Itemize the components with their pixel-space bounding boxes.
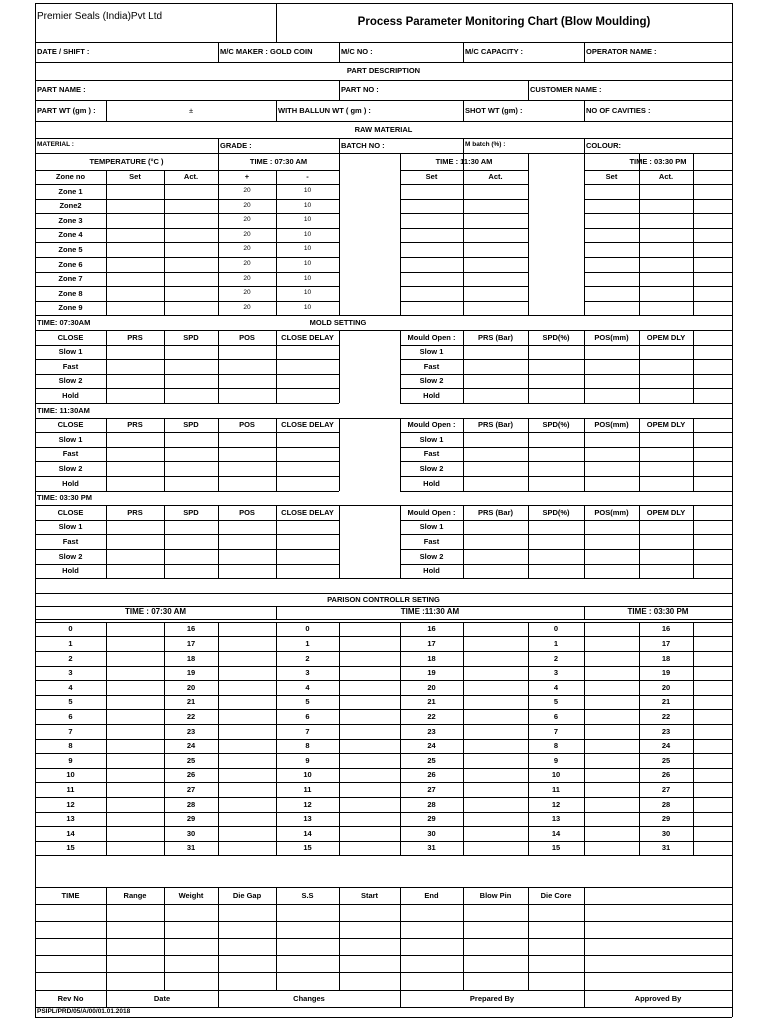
parison-point: 12 bbox=[303, 799, 312, 809]
close-header: CLOSE DELAY bbox=[281, 332, 334, 342]
zone-minus-tolerance: 10 bbox=[303, 216, 312, 224]
parison-point: 6 bbox=[305, 711, 310, 721]
grid-line bbox=[732, 3, 733, 1017]
parison-point: 15 bbox=[303, 843, 312, 853]
temp-time-1: TIME : 07:30 AM bbox=[249, 156, 308, 166]
parison-point: 4 bbox=[305, 682, 310, 692]
grid-line bbox=[400, 242, 528, 243]
stage-label: Slow 1 bbox=[419, 522, 444, 532]
act-header: Act. bbox=[488, 172, 503, 182]
parison-point: 26 bbox=[427, 770, 436, 780]
grid-line bbox=[35, 841, 732, 842]
part-name-label: PART NAME : bbox=[37, 85, 86, 95]
parison-point: 11 bbox=[303, 784, 312, 794]
parison-point: 22 bbox=[661, 711, 671, 721]
zone-name: Zone 9 bbox=[58, 303, 83, 313]
prepared-by-label: Prepared By bbox=[469, 993, 515, 1003]
bottom-table-header: TIME bbox=[61, 890, 80, 900]
stage-label: Fast bbox=[62, 449, 79, 459]
stage-label: Slow 1 bbox=[419, 347, 444, 357]
zone-minus-tolerance: 10 bbox=[303, 274, 312, 282]
parison-point: 1 bbox=[305, 638, 310, 648]
parison-point: 23 bbox=[186, 726, 196, 736]
open-header: SPD(%) bbox=[542, 420, 570, 430]
close-header: SPD bbox=[183, 507, 199, 517]
parison-point: 0 bbox=[305, 624, 310, 634]
temp-time-2: TIME : 11:30 AM bbox=[435, 156, 493, 166]
grid-line bbox=[400, 301, 528, 302]
open-header: SPD(%) bbox=[542, 332, 570, 342]
open-header: Mould Open : bbox=[407, 332, 456, 342]
zone-plus-tolerance: 20 bbox=[243, 201, 251, 209]
close-header: CLOSE bbox=[57, 507, 84, 517]
parison-point: 27 bbox=[661, 784, 671, 794]
company-name: Premier Seals (India)Pvt Ltd bbox=[37, 11, 163, 22]
grid-line bbox=[35, 709, 732, 710]
act-header: Act. bbox=[183, 172, 199, 182]
grid-line bbox=[35, 619, 732, 620]
parison-point: 9 bbox=[68, 755, 73, 765]
grid-line bbox=[528, 153, 529, 315]
parison-point: 16 bbox=[186, 624, 196, 634]
customer-name-label: CUSTOMER NAME : bbox=[530, 85, 602, 95]
close-header: CLOSE DELAY bbox=[281, 420, 334, 430]
parison-heading: PARISON CONTROLLR SETING bbox=[327, 594, 440, 604]
parison-point: 3 bbox=[68, 668, 73, 678]
parison-point: 23 bbox=[427, 726, 436, 736]
mold-time-1: TIME: 07:30AM bbox=[37, 317, 91, 327]
grid-line bbox=[693, 153, 694, 315]
grid-line bbox=[35, 622, 732, 623]
parison-point: 30 bbox=[186, 828, 196, 838]
zone-name: Zone2 bbox=[59, 201, 82, 211]
zone-name: Zone 4 bbox=[58, 230, 83, 240]
parison-point: 8 bbox=[305, 741, 310, 751]
part-wt-label: PART WT (gm ) : bbox=[37, 105, 96, 115]
zone-plus-tolerance: 20 bbox=[243, 260, 251, 268]
parison-point: 18 bbox=[661, 653, 671, 663]
date-shift-label: DATE / SHIFT : bbox=[37, 47, 90, 57]
parison-point: 29 bbox=[661, 814, 671, 824]
m-batch-label: M batch (%) : bbox=[465, 141, 506, 149]
grid-line bbox=[693, 330, 694, 403]
parison-point: 19 bbox=[427, 668, 436, 678]
parison-point: 20 bbox=[427, 682, 436, 692]
grade-label: GRADE : bbox=[220, 140, 252, 150]
parison-point: 17 bbox=[661, 638, 671, 648]
grid-line bbox=[584, 301, 732, 302]
parison-point: 19 bbox=[186, 668, 196, 678]
stage-label: Slow 2 bbox=[419, 463, 444, 473]
grid-line bbox=[584, 606, 585, 619]
temperature-heading: TEMPERATURE (°C ) bbox=[89, 156, 164, 166]
grid-line bbox=[339, 153, 340, 315]
zone-minus-tolerance: 10 bbox=[303, 289, 312, 297]
grid-line bbox=[339, 330, 340, 403]
set-header: Set bbox=[129, 172, 141, 182]
grid-line bbox=[35, 651, 732, 652]
grid-line bbox=[693, 418, 694, 491]
stage-label: Fast bbox=[423, 449, 440, 459]
zone-name: Zone 1 bbox=[58, 186, 83, 196]
grid-line bbox=[584, 286, 732, 287]
zone-minus-tolerance: 10 bbox=[303, 230, 312, 238]
close-header: SPD bbox=[183, 420, 199, 430]
material-label: MATERIAL : bbox=[37, 141, 74, 149]
grid-line bbox=[400, 213, 528, 214]
stage-label: Fast bbox=[423, 536, 440, 546]
parison-point: 3 bbox=[305, 668, 310, 678]
zone-minus-tolerance: 10 bbox=[303, 201, 312, 209]
parison-point: 21 bbox=[661, 697, 671, 707]
grid-line bbox=[35, 904, 732, 905]
stage-label: Hold bbox=[62, 566, 79, 576]
parison-point: 14 bbox=[303, 828, 312, 838]
no-of-cavities-label: NO OF CAVITIES : bbox=[586, 105, 651, 115]
zone-plus-tolerance: 20 bbox=[243, 216, 251, 224]
mc-no-label: M/C NO : bbox=[341, 47, 373, 57]
parison-point: 0 bbox=[68, 624, 73, 634]
open-header: Mould Open : bbox=[407, 420, 456, 430]
grid-line bbox=[35, 812, 732, 813]
parison-point: 22 bbox=[427, 711, 436, 721]
parison-point: 30 bbox=[661, 828, 671, 838]
set-header: Set bbox=[425, 172, 438, 182]
stage-label: Slow 2 bbox=[58, 463, 83, 473]
parison-point: 20 bbox=[661, 682, 671, 692]
close-header: CLOSE bbox=[57, 420, 84, 430]
open-header: POS(mm) bbox=[594, 420, 629, 430]
grid-line bbox=[276, 606, 277, 619]
bottom-table-header: Start bbox=[360, 890, 379, 900]
parison-point: 25 bbox=[661, 755, 671, 765]
close-header: PRS bbox=[127, 332, 143, 342]
grid-line bbox=[584, 184, 732, 185]
stage-label: Fast bbox=[62, 361, 79, 371]
parison-point: 11 bbox=[66, 784, 75, 794]
stage-label: Hold bbox=[62, 390, 79, 400]
parison-point: 15 bbox=[551, 843, 561, 853]
parison-point: 18 bbox=[186, 653, 196, 663]
parison-point: 3 bbox=[553, 668, 559, 678]
parison-point: 16 bbox=[427, 624, 436, 634]
grid-line bbox=[35, 695, 732, 696]
parison-point: 29 bbox=[427, 814, 436, 824]
parison-point: 8 bbox=[553, 741, 559, 751]
part-description-heading: PART DESCRIPTION bbox=[346, 66, 421, 76]
grid-line bbox=[400, 272, 528, 273]
close-header: CLOSE bbox=[57, 332, 84, 342]
parison-point: 2 bbox=[553, 653, 559, 663]
zone-plus-tolerance: 20 bbox=[243, 274, 251, 282]
stage-label: Slow 2 bbox=[58, 376, 83, 386]
zone-no-header: Zone no bbox=[55, 172, 86, 182]
bottom-table-header: Die Gap bbox=[232, 890, 262, 900]
grid-line bbox=[339, 505, 340, 578]
grid-line bbox=[35, 1017, 732, 1018]
parison-point: 9 bbox=[553, 755, 559, 765]
stage-label: Fast bbox=[423, 361, 440, 371]
parison-point: 10 bbox=[66, 770, 75, 780]
zone-plus-tolerance: 20 bbox=[243, 245, 251, 253]
parison-point: 5 bbox=[553, 697, 559, 707]
bottom-table-header: Blow Pin bbox=[479, 890, 512, 900]
parison-point: 28 bbox=[661, 799, 671, 809]
parison-point: 12 bbox=[66, 799, 75, 809]
parison-point: 2 bbox=[68, 653, 73, 663]
raw-material-heading: RAW MATERIAL bbox=[354, 124, 413, 134]
date-label: Date bbox=[153, 993, 171, 1003]
rev-no-label: Rev No bbox=[57, 993, 84, 1003]
open-header: POS(mm) bbox=[594, 332, 629, 342]
close-header: PRS bbox=[127, 507, 143, 517]
parison-point: 28 bbox=[427, 799, 436, 809]
grid-line bbox=[35, 680, 732, 681]
open-header: OPEM DLY bbox=[646, 507, 686, 517]
grid-line bbox=[35, 724, 732, 725]
parison-point: 15 bbox=[66, 843, 75, 853]
grid-line bbox=[35, 636, 732, 637]
temp-time-3: TIME : 03:30 PM bbox=[629, 156, 687, 166]
minus-header: - bbox=[306, 172, 309, 182]
grid-line bbox=[35, 972, 732, 973]
parison-point: 21 bbox=[427, 697, 436, 707]
grid-line bbox=[693, 505, 694, 578]
grid-line bbox=[35, 739, 732, 740]
parison-time-2: TIME :11:30 AM bbox=[400, 607, 460, 617]
grid-line bbox=[400, 199, 528, 200]
grid-line bbox=[400, 403, 732, 404]
parison-point: 28 bbox=[186, 799, 196, 809]
parison-point: 29 bbox=[186, 814, 196, 824]
stage-label: Slow 1 bbox=[58, 434, 83, 444]
stage-label: Hold bbox=[423, 566, 440, 576]
mc-maker-label: M/C MAKER : GOLD COIN bbox=[220, 47, 313, 57]
parison-point: 7 bbox=[305, 726, 310, 736]
parison-point: 11 bbox=[552, 784, 560, 794]
parison-point: 16 bbox=[661, 624, 671, 634]
grid-line bbox=[35, 826, 732, 827]
parison-point: 17 bbox=[427, 638, 436, 648]
zone-plus-tolerance: 20 bbox=[243, 230, 251, 238]
mc-capacity-label: M/C CAPACITY : bbox=[465, 47, 524, 57]
bottom-table-header: Weight bbox=[178, 890, 204, 900]
mold-time-3: TIME: 03:30 PM bbox=[37, 493, 93, 503]
stage-label: Hold bbox=[62, 478, 79, 488]
parison-point: 27 bbox=[427, 784, 436, 794]
parison-point: 31 bbox=[661, 843, 671, 853]
parison-point: 12 bbox=[551, 799, 561, 809]
open-header: PRS (Bar) bbox=[477, 332, 513, 342]
parison-point: 13 bbox=[303, 814, 312, 824]
parison-point: 24 bbox=[186, 741, 196, 751]
parison-point: 9 bbox=[305, 755, 310, 765]
bottom-table-header: End bbox=[424, 890, 439, 900]
parison-point: 25 bbox=[427, 755, 436, 765]
zone-minus-tolerance: 10 bbox=[303, 187, 312, 195]
parison-time-3: TIME : 03:30 PM bbox=[627, 607, 689, 617]
stage-label: Slow 2 bbox=[419, 551, 444, 561]
document-code: PSIPL/PRD/05/A/00/01.01.2018 bbox=[37, 1007, 131, 1015]
parison-point: 5 bbox=[305, 697, 310, 707]
parison-point: 4 bbox=[68, 682, 73, 692]
zone-minus-tolerance: 10 bbox=[303, 303, 312, 311]
parison-point: 10 bbox=[551, 770, 561, 780]
grid-line bbox=[584, 242, 732, 243]
stage-label: Slow 2 bbox=[419, 376, 444, 386]
plus-minus-sign: ± bbox=[188, 105, 194, 115]
parison-point: 23 bbox=[661, 726, 671, 736]
parison-point: 5 bbox=[68, 697, 73, 707]
grid-line bbox=[400, 184, 528, 185]
parison-point: 24 bbox=[661, 741, 671, 751]
stage-label: Hold bbox=[423, 478, 440, 488]
parison-point: 19 bbox=[661, 668, 671, 678]
parison-point: 7 bbox=[553, 726, 559, 736]
grid-line bbox=[35, 782, 732, 783]
grid-line bbox=[400, 228, 528, 229]
grid-line bbox=[35, 938, 732, 939]
parison-point: 17 bbox=[186, 638, 196, 648]
mold-time-2: TIME: 11:30AM bbox=[37, 405, 90, 415]
operator-name-label: OPERATOR NAME : bbox=[586, 47, 657, 57]
parison-point: 1 bbox=[553, 638, 559, 648]
set-header: Set bbox=[605, 172, 618, 182]
grid-line bbox=[584, 272, 732, 273]
close-header: POS bbox=[239, 507, 255, 517]
parison-point: 27 bbox=[186, 784, 196, 794]
grid-line bbox=[35, 797, 732, 798]
grid-line bbox=[35, 955, 732, 956]
parison-point: 18 bbox=[427, 653, 436, 663]
zone-plus-tolerance: 20 bbox=[243, 289, 251, 297]
parison-point: 31 bbox=[427, 843, 436, 853]
grid-line bbox=[400, 491, 732, 492]
parison-point: 13 bbox=[551, 814, 561, 824]
open-header: Mould Open : bbox=[407, 507, 456, 517]
grid-line bbox=[35, 921, 732, 922]
changes-label: Changes bbox=[293, 993, 325, 1003]
stage-label: Hold bbox=[423, 390, 440, 400]
approved-by-label: Approved By bbox=[634, 993, 682, 1003]
shot-wt-label: SHOT WT (gm) : bbox=[465, 105, 523, 115]
parison-point: 13 bbox=[66, 814, 75, 824]
open-header: SPD(%) bbox=[542, 507, 570, 517]
parison-point: 0 bbox=[553, 624, 559, 634]
act-header: Act. bbox=[658, 172, 674, 182]
open-header: PRS (Bar) bbox=[477, 420, 513, 430]
bottom-table-header: S.S bbox=[301, 890, 314, 900]
grid-line bbox=[584, 199, 732, 200]
stage-label: Slow 2 bbox=[58, 551, 83, 561]
part-no-label: PART NO : bbox=[341, 85, 379, 95]
grid-line bbox=[584, 257, 732, 258]
parison-point: 14 bbox=[551, 828, 561, 838]
plus-header: + bbox=[244, 172, 250, 182]
grid-line bbox=[35, 855, 732, 856]
grid-line bbox=[339, 418, 340, 491]
batch-no-label: BATCH NO : bbox=[341, 140, 385, 150]
parison-point: 6 bbox=[68, 711, 73, 721]
parison-point: 10 bbox=[303, 770, 312, 780]
close-header: PRS bbox=[127, 420, 143, 430]
mold-setting-heading: MOLD SETTING bbox=[309, 317, 367, 327]
stage-label: Fast bbox=[62, 536, 79, 546]
zone-minus-tolerance: 10 bbox=[303, 260, 312, 268]
parison-point: 22 bbox=[186, 711, 196, 721]
open-header: PRS (Bar) bbox=[477, 507, 513, 517]
parison-point: 8 bbox=[68, 741, 73, 751]
parison-point: 2 bbox=[305, 653, 310, 663]
parison-point: 25 bbox=[186, 755, 196, 765]
parison-point: 30 bbox=[427, 828, 436, 838]
grid-line bbox=[584, 213, 732, 214]
zone-name: Zone 3 bbox=[58, 215, 83, 225]
grid-line bbox=[35, 578, 732, 579]
grid-line bbox=[35, 666, 732, 667]
close-header: POS bbox=[239, 332, 255, 342]
bottom-table-header: Die Core bbox=[540, 890, 572, 900]
grid-line bbox=[35, 768, 732, 769]
parison-point: 26 bbox=[186, 770, 196, 780]
parison-point: 14 bbox=[66, 828, 75, 838]
zone-plus-tolerance: 20 bbox=[243, 187, 251, 195]
zone-plus-tolerance: 20 bbox=[243, 303, 251, 311]
parison-point: 4 bbox=[553, 682, 559, 692]
bottom-table-header: Range bbox=[123, 890, 147, 900]
parison-point: 1 bbox=[68, 638, 73, 648]
open-header: OPEM DLY bbox=[646, 420, 686, 430]
open-header: OPEM DLY bbox=[646, 332, 686, 342]
zone-minus-tolerance: 10 bbox=[303, 245, 312, 253]
parison-point: 7 bbox=[68, 726, 73, 736]
page-title: Process Parameter Monitoring Chart (Blow Moulding) bbox=[357, 15, 651, 28]
parison-point: 24 bbox=[427, 741, 436, 751]
zone-name: Zone 5 bbox=[58, 244, 83, 254]
grid-line bbox=[35, 753, 732, 754]
stage-label: Slow 1 bbox=[58, 347, 83, 357]
grid-line bbox=[400, 257, 528, 258]
grid-line bbox=[400, 286, 528, 287]
parison-point: 26 bbox=[661, 770, 671, 780]
open-header: POS(mm) bbox=[594, 507, 629, 517]
grid-line bbox=[584, 228, 732, 229]
zone-name: Zone 8 bbox=[58, 288, 83, 298]
zone-name: Zone 6 bbox=[58, 259, 83, 269]
stage-label: Slow 1 bbox=[419, 434, 444, 444]
zone-name: Zone 7 bbox=[58, 274, 83, 284]
parison-point: 6 bbox=[553, 711, 559, 721]
parison-point: 20 bbox=[186, 682, 196, 692]
colour-label: COLOUR: bbox=[586, 140, 621, 150]
close-header: SPD bbox=[183, 332, 199, 342]
with-ballun-wt-label: WITH BALLUN WT ( gm ) : bbox=[278, 105, 371, 115]
parison-point: 21 bbox=[186, 697, 196, 707]
stage-label: Slow 1 bbox=[58, 522, 83, 532]
parison-time-1: TIME : 07:30 AM bbox=[124, 607, 187, 617]
close-header: POS bbox=[239, 420, 255, 430]
close-header: CLOSE DELAY bbox=[281, 507, 334, 517]
parison-point: 31 bbox=[186, 843, 196, 853]
